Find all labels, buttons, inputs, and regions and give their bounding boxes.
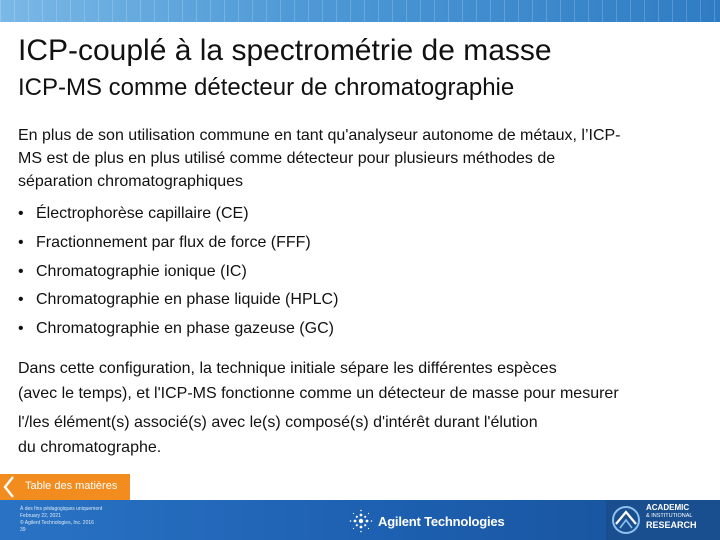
slide-subtitle: ICP-MS comme détecteur de chromatographie (18, 74, 515, 101)
page-number: 39 (20, 527, 26, 533)
list-item (18, 286, 338, 315)
chevron-left-icon (3, 475, 15, 499)
badge-line: & INSTITUTIONAL (646, 513, 693, 519)
academic-badge-icon (610, 504, 642, 536)
table-of-contents-label: Table des matières (25, 480, 118, 492)
paragraph-line: l'/les élément(s) associé(s) avec le(s) composé(s) d'intérêt durant l'élution (18, 414, 538, 431)
slide-title: ICP-couplé à la spectrométrie de masse (18, 34, 552, 67)
intro-line: séparation chromatographiques (18, 173, 244, 190)
bullet-icon: • (18, 291, 24, 309)
intro-line: En plus de son utilisation commune en tant qu'analyseur autonome de métaux, l’ICP- (18, 127, 621, 144)
paragraph-line: Dans cette configuration, la technique initiale sépare les différentes espèces (18, 360, 557, 377)
agilent-logo (348, 508, 505, 534)
top-banner (0, 0, 720, 22)
bullet-icon: • (18, 205, 24, 222)
footer-note: © Agilent Technologies, Inc. 2016 (20, 520, 94, 526)
list-item (18, 200, 338, 229)
brand-name: Agilent Technologies (378, 514, 505, 529)
intro-line: MS est de plus en plus utilisé comme détecteur pour plusieurs méthodes de (18, 150, 556, 167)
method-list (18, 200, 338, 344)
list-item-label: Chromatographie en phase gazeuse (GC) (36, 320, 334, 338)
table-of-contents-button[interactable] (0, 474, 130, 500)
list-item-label: Chromatographie ionique (IC) (36, 262, 247, 280)
agilent-spark-icon (348, 508, 374, 534)
explanation-text (18, 356, 708, 460)
paragraph-line: (avec le temps), et l'ICP-MS fonctionne comme un détecteur de masse pour mesurer (18, 385, 619, 402)
academic-research-badge (606, 500, 720, 540)
list-item (18, 258, 338, 287)
list-item-label: Chromatographie en phase liquide (HPLC) (36, 291, 339, 309)
list-item (18, 229, 338, 258)
bullet-icon: • (18, 262, 24, 280)
footer-notes (20, 506, 102, 534)
footer-note: À des fins pédagogiques uniquement (20, 506, 103, 512)
footer-note: February 22, 2021 (20, 513, 61, 519)
list-item-label: Fractionnement par flux de force (FFF) (36, 233, 311, 251)
list-item-label: Électrophorèse capillaire (CE) (36, 205, 249, 222)
list-item (18, 315, 338, 344)
intro-text (18, 124, 708, 193)
badge-line: RESEARCH (646, 520, 697, 530)
bullet-icon: • (18, 320, 24, 338)
paragraph-line: du chromatographe. (18, 439, 162, 456)
badge-text (646, 503, 697, 530)
bullet-icon: • (18, 233, 24, 251)
badge-line: ACADEMIC (646, 503, 690, 512)
